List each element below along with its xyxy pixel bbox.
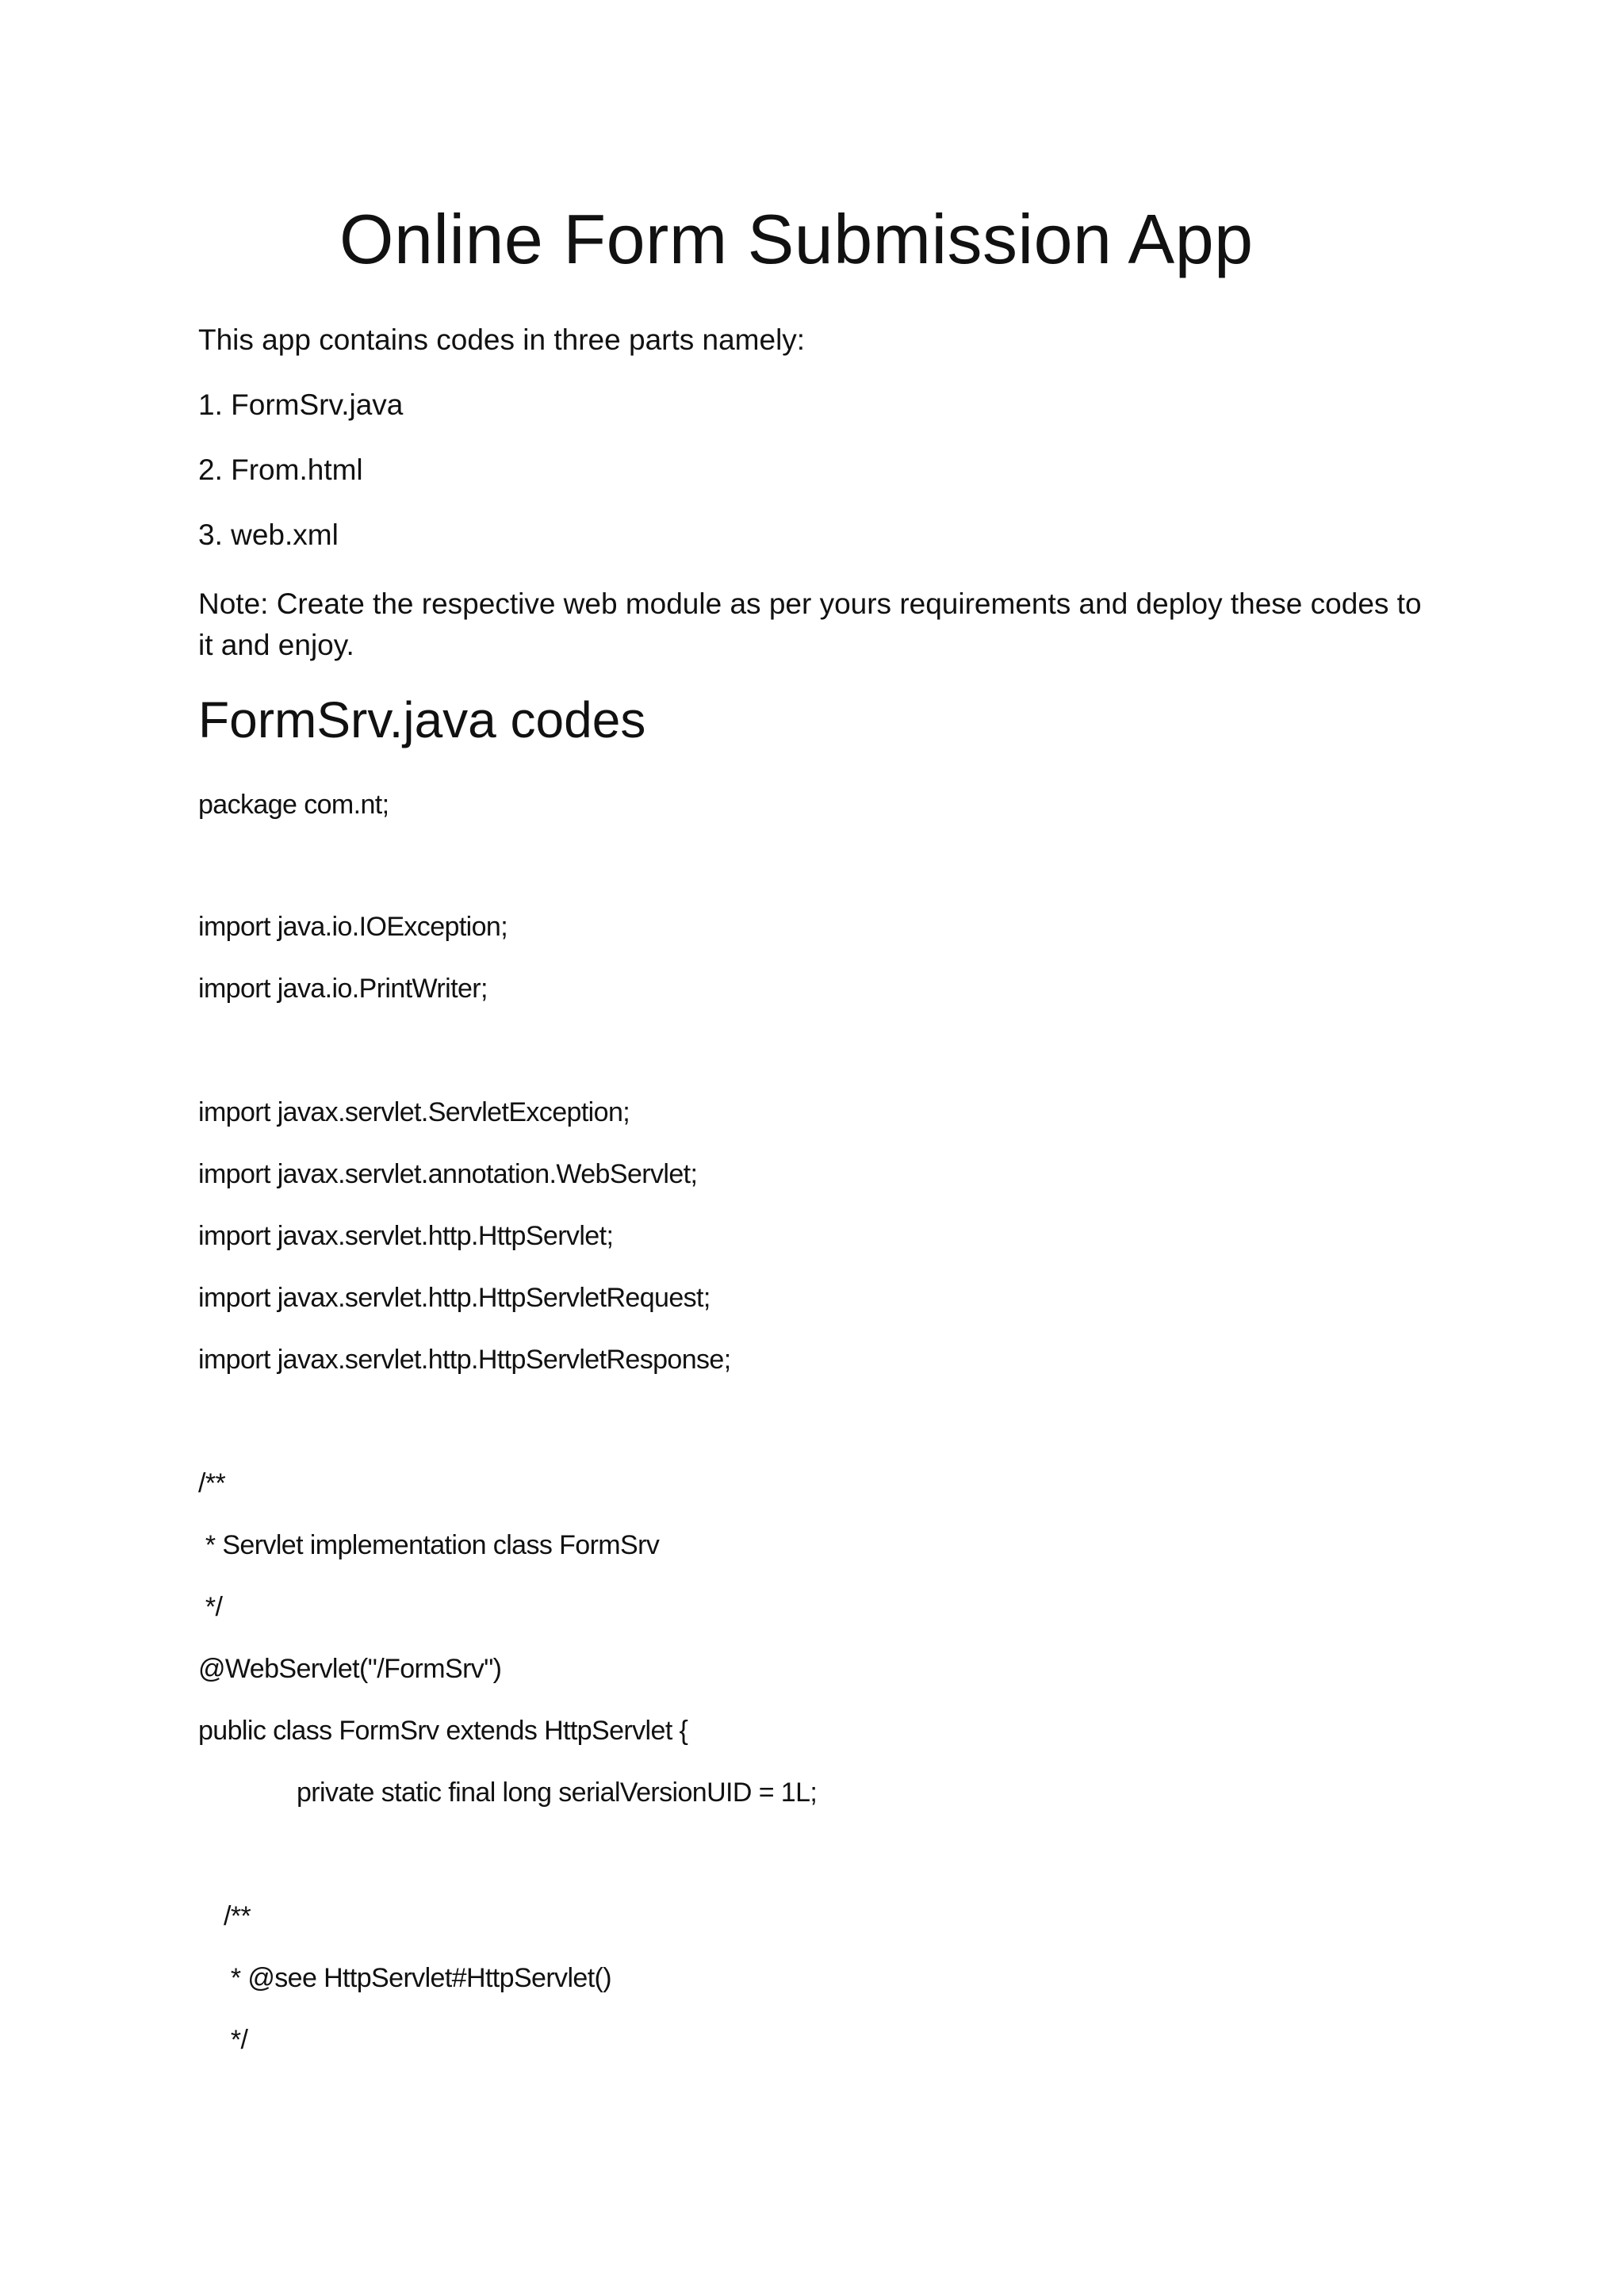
intro-text: This app contains codes in three parts namely: [198, 323, 806, 356]
code-line: * @see HttpServlet#HttpServlet() [224, 1963, 612, 1993]
code-line: import java.io.PrintWriter; [198, 974, 488, 1004]
list-item-part-3: 3. web.xml [198, 519, 339, 551]
list-item-part-1: 1. FormSrv.java [198, 388, 404, 421]
code-line: /** [198, 1468, 226, 1498]
list-item-part-2: 2. From.html [198, 453, 363, 486]
note-text: Note: Create the respective web module as per yours requirements and deploy these codes to it and enjoy. [198, 587, 1422, 661]
page-title: Online Form Submission App [339, 200, 1254, 278]
code-line: import javax.servlet.http.HttpServletRequest; [198, 1283, 710, 1313]
code-line: import java.io.IOException; [198, 912, 508, 942]
code-line: import javax.servlet.http.HttpServletResponse; [198, 1345, 731, 1375]
section-heading: FormSrv.java codes [198, 691, 646, 748]
code-line: * Servlet implementation class FormSrv [198, 1530, 660, 1560]
code-line: */ [198, 1592, 223, 1622]
code-line: private static final long serialVersionUID = 1L; [297, 1777, 818, 1808]
code-line: import javax.servlet.annotation.WebServlet; [198, 1159, 698, 1189]
code-line: public class FormSrv extends HttpServlet { [198, 1716, 688, 1746]
code-line: import javax.servlet.http.HttpServlet; [198, 1221, 614, 1251]
code-line: package com.nt; [198, 790, 389, 820]
code-line: import javax.servlet.ServletException; [198, 1097, 630, 1127]
code-line: */ [224, 2025, 248, 2055]
code-line: /** [224, 1901, 251, 1931]
code-line: @WebServlet("/FormSrv") [198, 1654, 502, 1684]
